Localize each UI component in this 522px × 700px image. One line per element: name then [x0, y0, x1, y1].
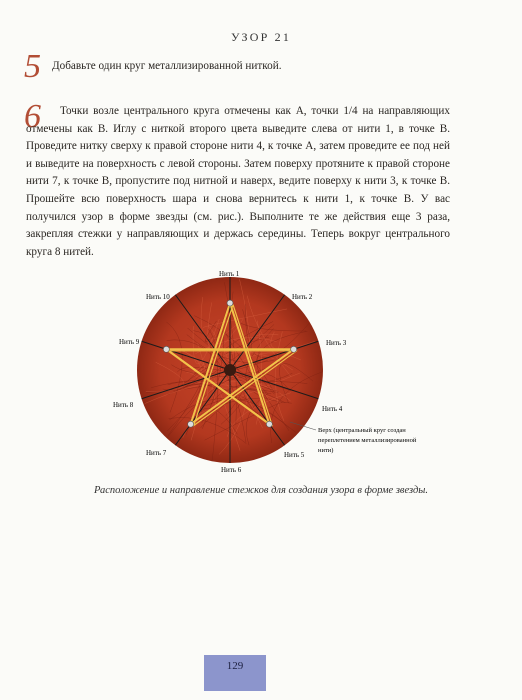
step-5-number: 5 [24, 48, 41, 85]
figure-caption: Расположение и направление стежков для создания узора в форме звезды. [93, 485, 429, 496]
thread-label-9: Нить 9 [119, 338, 140, 346]
pin-marker-4 [188, 421, 194, 427]
thread-label-8: Нить 8 [113, 401, 134, 409]
star-pattern-figure [113, 262, 470, 482]
pin-marker-3 [266, 421, 272, 427]
pin-marker-1 [227, 300, 233, 306]
page-header: УЗОР 21 [230, 30, 292, 44]
thread-label-3: Нить 3 [326, 339, 347, 347]
thread-label-6: Нить 6 [221, 466, 242, 474]
thread-label-10: Нить 10 [146, 293, 170, 301]
thread-label-2: Нить 2 [292, 293, 313, 301]
step-6-number: 6 [24, 98, 41, 135]
pin-marker-2 [291, 346, 297, 352]
top-note-line-2: переплетением металлизированной [318, 437, 417, 444]
top-note-line-1: Верх (центральный круг создан [318, 427, 406, 434]
thread-label-5: Нить 5 [284, 451, 305, 459]
top-note-line-3: нити) [318, 447, 334, 454]
star-pattern-diagram [113, 262, 470, 482]
step-6-text: Точки возле центрального круга отмечены как А, точки 1/4 на направляющих отмечены как В. Иглу с ниткой второго цвета выведите слева от нити 1, в точке В. Проведите нитку сверху к правой стороне нити 4, к точке А, затем проведите ее под ней и выведите на поверхность с левой стороны. Затем поверху протяните к правой стороне нити 7, к точке В, пропустите под нитной и наверх, ведите поверху к нити 3, к точке В. Прошейте всю поверхность шара и снова вернитесь к нити 1, к точке В. У вас получился узор в форме звезды (см. рис.). Выполните те же действия еще 3 раза, закрепляя стежки у направляющих и держась середины. Теперь вокруг центрального круга 8 нитей. [26, 105, 450, 258]
page-number: 129 [204, 655, 266, 691]
thread-label-1: Нить 1 [219, 270, 240, 278]
center-circle [224, 364, 236, 376]
step-5-text: Добавьте один круг металлизированной ниткой. [52, 60, 282, 72]
thread-label-7: Нить 7 [146, 449, 167, 457]
thread-label-4: Нить 4 [322, 405, 343, 413]
pin-marker-5 [163, 346, 169, 352]
